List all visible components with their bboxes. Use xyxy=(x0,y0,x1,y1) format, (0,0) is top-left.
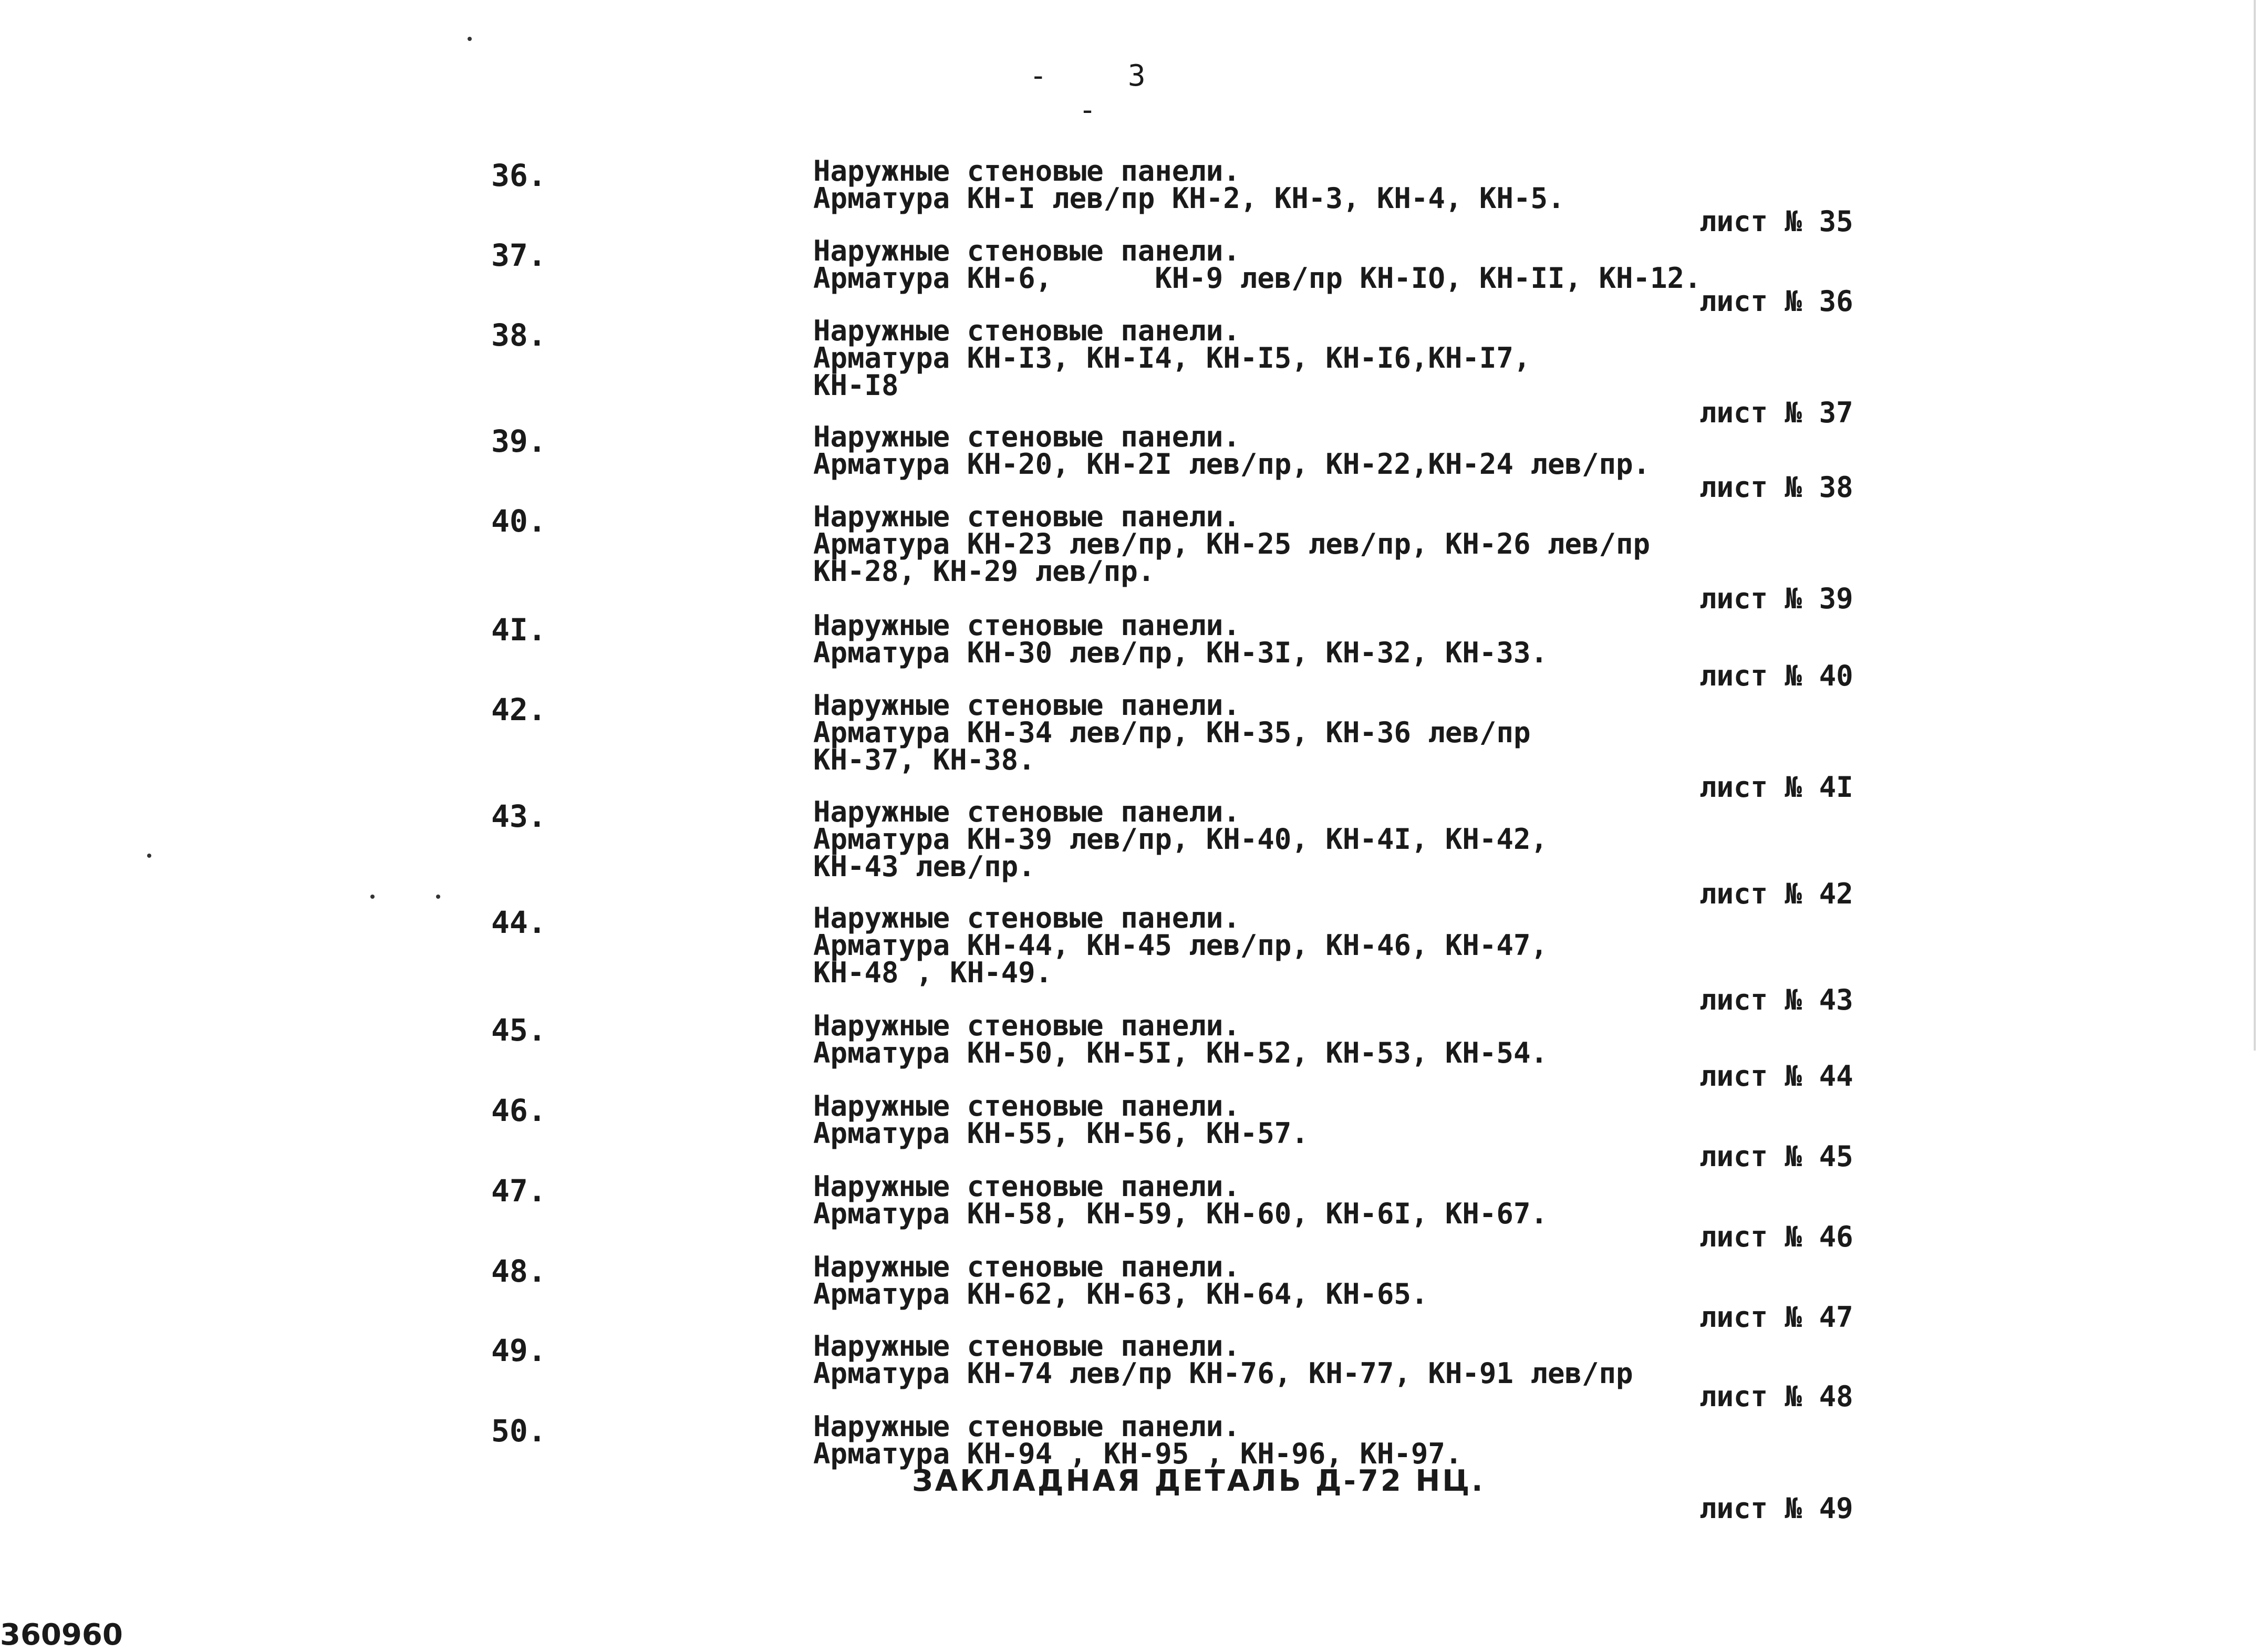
entry-line: Арматура КН-34 лев/пр, КН-35, КН-36 лев/пр xyxy=(813,716,1531,749)
entry-number: 50. xyxy=(491,1413,546,1449)
entry-line: Арматура КН-6, КН-9 лев/пр КН-IO, КН-II, КН-12. xyxy=(813,262,1702,295)
entry-number: 37. xyxy=(491,237,546,273)
entry-line: Наружные стеновые панели. xyxy=(813,1250,1240,1283)
sheet-reference: лист № 43 xyxy=(1699,983,1853,1016)
entry-line: Наружные стеновые панели. xyxy=(813,609,1240,642)
entry-number: 43. xyxy=(491,798,546,834)
entry-description xyxy=(813,314,1654,402)
sheet-reference: лист № 45 xyxy=(1699,1140,1853,1173)
sheet-reference: лист № 48 xyxy=(1699,1380,1853,1413)
entry-description xyxy=(813,420,1654,481)
entry-description xyxy=(813,1410,1654,1498)
entry-description xyxy=(813,609,1654,669)
entry-description xyxy=(813,500,1654,588)
entry-number: 40. xyxy=(491,503,546,539)
sheet-reference: лист № 35 xyxy=(1699,205,1853,238)
sheet-reference: лист № 44 xyxy=(1699,1059,1853,1093)
entry-line: Арматура КН-20, КН-2I лев/пр, КН-22,КН-24 лев/пр. xyxy=(813,448,1651,481)
entry-number: 49. xyxy=(491,1333,546,1368)
scan-speck xyxy=(147,854,151,858)
entry-number: 42. xyxy=(491,692,546,728)
entry-line: Наружные стеновые панели. xyxy=(813,500,1240,533)
entry-description xyxy=(813,1170,1654,1230)
entry-number: 4I. xyxy=(491,612,546,648)
entry-description xyxy=(813,1250,1654,1311)
entry-line: Наружные стеновые панели. xyxy=(813,795,1240,828)
entry-line: Арматура КН-50, КН-5I, КН-52, КН-53, КН-54. xyxy=(813,1036,1548,1069)
entry-line: Наружные стеновые панели. xyxy=(813,154,1240,188)
entry-number: 39. xyxy=(491,423,546,459)
entry-line: Арматура КН-62, КН-63, КН-64, КН-65. xyxy=(813,1277,1428,1311)
sheet-reference: лист № 38 xyxy=(1699,471,1853,504)
entry-line: Арматура КН-30 лев/пр, КН-3I, КН-32, КН-33. xyxy=(813,636,1548,669)
sheet-reference: лист № 42 xyxy=(1699,877,1853,910)
entry-description xyxy=(813,901,1654,989)
entry-line: КН-43 лев/пр. xyxy=(813,850,1035,883)
sheet-reference: лист № 49 xyxy=(1699,1492,1853,1525)
entry-line: Наружные стеновые панели. xyxy=(813,1329,1240,1363)
sheet-reference: лист № 39 xyxy=(1699,582,1853,615)
entry-line: Наружные стеновые панели. xyxy=(813,901,1240,934)
entry-line: Наружные стеновые панели. xyxy=(813,1089,1240,1123)
entry-line: Арматура КН-58, КН-59, КН-60, КН-6I, КН-67. xyxy=(813,1197,1548,1230)
scan-speck xyxy=(468,37,472,41)
entry-line: Арматура КН-94 , КН-95 , КН-96, КН-97. xyxy=(813,1437,1463,1470)
entry-line: Арматура КН-55, КН-56, КН-57. xyxy=(813,1117,1309,1150)
entry-description xyxy=(813,795,1654,883)
scan-speck xyxy=(370,895,375,899)
sheet-reference: лист № 36 xyxy=(1699,285,1853,318)
entry-number: 44. xyxy=(491,905,546,940)
entry-line: КН-28, КН-29 лев/пр. xyxy=(813,555,1155,588)
entry-line: Наружные стеновые панели. xyxy=(813,420,1240,453)
entry-line: Арматура КН-74 лев/пр КН-76, КН-77, КН-91 лев/пр xyxy=(813,1357,1633,1390)
entry-line: Арматура КН-23 лев/пр, КН-25 лев/пр, КН-26 лев/пр xyxy=(813,527,1651,560)
entry-description xyxy=(813,1329,1654,1390)
entry-line: Арматура КН-I3, КН-I4, КН-I5, КН-I6,КН-I7, xyxy=(813,341,1531,375)
entry-line: Арматура КН-44, КН-45 лев/пр, КН-46, КН-47, xyxy=(813,929,1548,962)
entry-description xyxy=(813,1089,1654,1150)
entry-number: 36. xyxy=(491,158,546,193)
entry-line: Арматура КН-I лев/пр КН-2, КН-3, КН-4, КН-5. xyxy=(813,182,1565,215)
sheet-reference: лист № 37 xyxy=(1699,396,1853,429)
entry-number: 48. xyxy=(491,1253,546,1289)
entry-line: КН-48 , КН-49. xyxy=(813,956,1053,989)
entry-line: КН-I8 xyxy=(813,369,899,402)
footer-code: 360960 xyxy=(0,1618,123,1652)
entry-number: 45. xyxy=(491,1012,546,1048)
scan-edge-line xyxy=(2254,0,2256,1051)
entry-description xyxy=(813,689,1654,776)
entry-line: ЗАКЛАДНАЯ ДЕТАЛЬ Д-72 НЦ. xyxy=(813,1464,1485,1498)
entry-line: Наружные стеновые панели. xyxy=(813,1410,1240,1443)
entry-line: Наружные стеновые панели. xyxy=(813,1170,1240,1203)
entry-line: Наружные стеновые панели. xyxy=(813,1009,1240,1042)
entry-line: Наружные стеновые панели. xyxy=(813,314,1240,347)
entry-number: 38. xyxy=(491,317,546,353)
scan-speck xyxy=(436,895,440,899)
entry-number: 47. xyxy=(491,1173,546,1209)
entry-description xyxy=(813,154,1654,215)
entry-line: Наружные стеновые панели. xyxy=(813,689,1240,722)
sheet-reference: лист № 47 xyxy=(1699,1301,1853,1334)
page-number: - 3 - xyxy=(1029,59,1177,127)
entry-description xyxy=(813,1009,1654,1069)
sheet-reference: лист № 40 xyxy=(1699,659,1853,692)
entry-number: 46. xyxy=(491,1093,546,1128)
entry-line: Наружные стеновые панели. xyxy=(813,234,1240,267)
entry-line: Арматура КН-39 лев/пр, КН-40, КН-4I, КН-42, xyxy=(813,823,1548,856)
entry-description xyxy=(813,234,1702,295)
entry-line: КН-37, КН-38. xyxy=(813,743,1035,776)
sheet-reference: лист № 4I xyxy=(1699,771,1853,804)
sheet-reference: лист № 46 xyxy=(1699,1220,1853,1253)
